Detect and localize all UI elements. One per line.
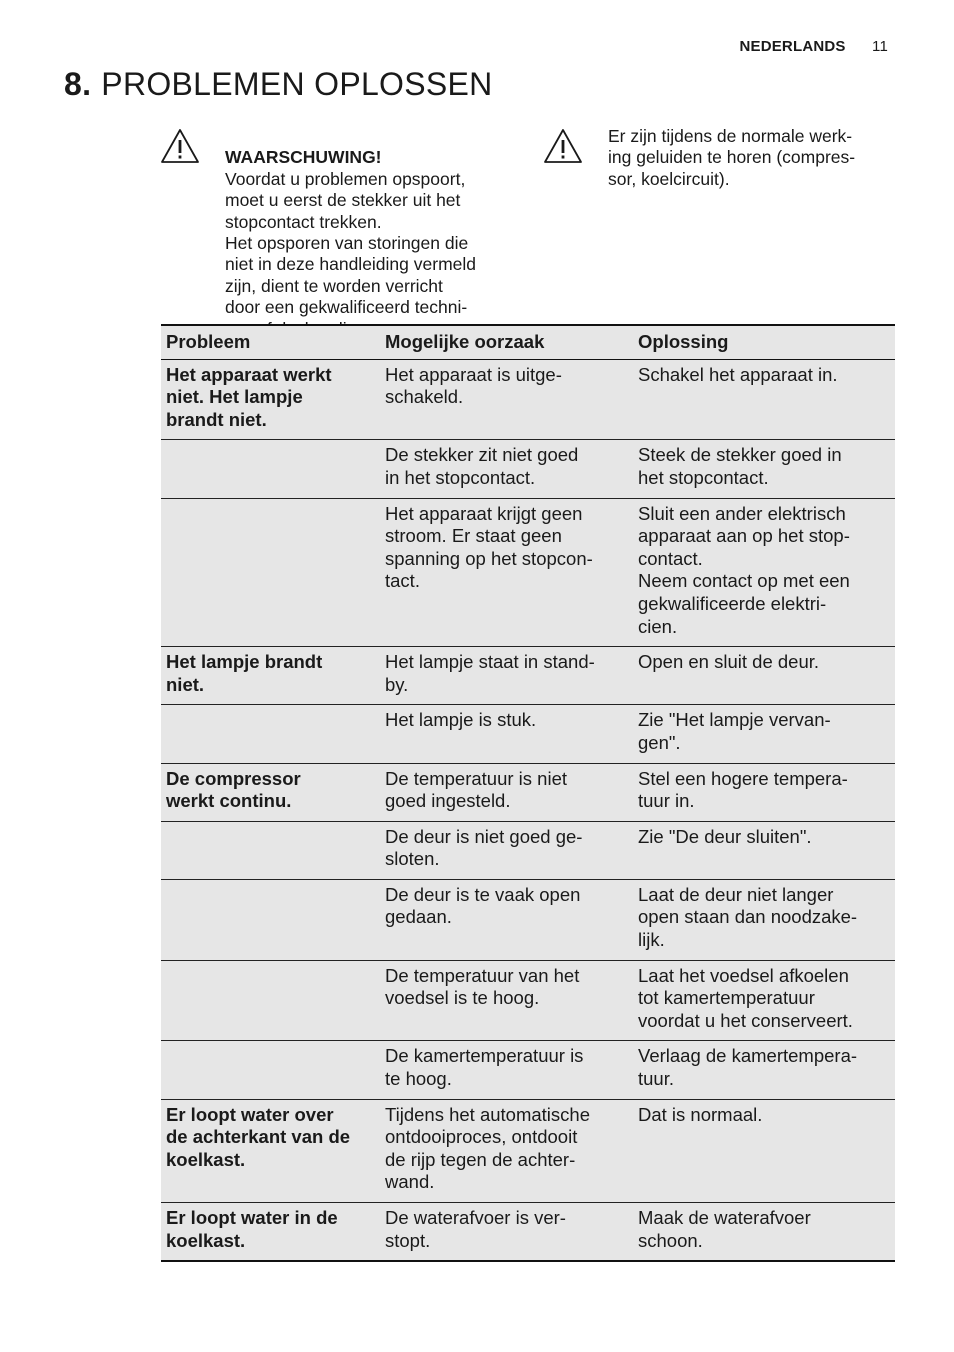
section-title-text: PROBLEMEN OPLOSSEN (101, 66, 493, 102)
warning-triangle-icon (160, 128, 200, 164)
table-row (161, 440, 895, 498)
header-problem: Probleem (161, 325, 380, 359)
problem-cell: De compressor werkt continu. (161, 763, 380, 821)
solution-cell: Steek de stekker goed in het stopcontact. (633, 440, 895, 498)
solution-cell: Verlaag de kamertempera- tuur. (633, 1041, 895, 1099)
problem-cell: Het lampje brandt niet. (161, 647, 380, 705)
table-row (161, 960, 895, 1041)
section-number: 8. (64, 66, 92, 102)
table-row (161, 1041, 895, 1099)
cause-cell: De temperatuur van het voedsel is te hoog. (380, 960, 633, 1041)
problem-cell: Het apparaat werkt niet. Het lampje brandt niet. (161, 359, 380, 440)
solution-cell: Dat is normaal. (633, 1099, 895, 1202)
table-row (161, 763, 895, 821)
solution-cell: Stel een hogere tempera- tuur in. (633, 763, 895, 821)
page-header (739, 38, 888, 55)
cause-cell: Het apparaat krijgt geen stroom. Er staat geen spanning op het stopcon- tact. (380, 498, 633, 647)
problem-cell: Er loopt water over de achterkant van de koelkast. (161, 1099, 380, 1202)
table-row (161, 1099, 895, 1202)
warning-triangle-icon (543, 128, 583, 164)
solution-cell: Laat het voedsel afkoelen tot kamertemperatuur voordat u het conserveert. (633, 960, 895, 1041)
table-row (161, 359, 895, 440)
problem-cell (161, 498, 380, 647)
cause-cell: Het apparaat is uitge- schakeld. (380, 359, 633, 440)
cause-cell: De temperatuur is niet goed ingesteld. (380, 763, 633, 821)
language-label: NEDERLANDS (739, 38, 846, 55)
problem-cell (161, 1041, 380, 1099)
solution-cell: Zie "Het lampje vervan- gen". (633, 705, 895, 763)
problem-cell: Er loopt water in de koelkast. (161, 1203, 380, 1262)
problem-cell (161, 705, 380, 763)
cause-cell: De stekker zit niet goed in het stopcontact. (380, 440, 633, 498)
problem-cell (161, 960, 380, 1041)
problem-cell (161, 440, 380, 498)
cause-cell: De deur is te vaak open gedaan. (380, 879, 633, 960)
cause-cell: De waterafvoer is ver- stopt. (380, 1203, 633, 1262)
warning-text-block (225, 126, 530, 340)
cause-cell: Het lampje is stuk. (380, 705, 633, 763)
table-header-row (161, 325, 895, 359)
solution-cell: Sluit een ander elektrisch apparaat aan op het stop- contact. Neem contact op met een gekwalificeerde elektri- cien. (633, 498, 895, 647)
header-cause: Mogelijke oorzaak (380, 325, 633, 359)
table-row (161, 647, 895, 705)
problem-cell (161, 879, 380, 960)
info-note-text: Er zijn tijdens de normale werk- ing geluiden te horen (compres- sor, koelcircuit). (608, 126, 856, 189)
cause-cell: De kamertemperatuur is te hoog. (380, 1041, 633, 1099)
info-note (543, 126, 898, 190)
solution-cell: Zie "De deur sluiten". (633, 821, 895, 879)
solution-cell: Open en sluit de deur. (633, 647, 895, 705)
table-row (161, 821, 895, 879)
warning-text: Voordat u problemen opspoort, moet u eerst de stekker uit het stopcontact trekken. Het opsporen van storingen die niet in deze handleiding vermeld zijn, dient te worden verricht door een gekwalificeerd techni- (225, 168, 476, 318)
warning-heading: WAARSCHUWING! (225, 147, 382, 168)
section-title (64, 66, 493, 103)
cause-cell: Tijdens het automatische ontdooiproces, ontdooit de rijp tegen de achter- wand. (380, 1099, 633, 1202)
header-solution: Oplossing (633, 325, 895, 359)
page-number: 11 (872, 38, 888, 55)
solution-cell: Laat de deur niet langer open staan dan noodzake- lijk. (633, 879, 895, 960)
warning-note (160, 126, 530, 340)
troubleshooting-table (161, 324, 895, 1262)
solution-cell: Schakel het apparaat in. (633, 359, 895, 440)
problem-cell (161, 821, 380, 879)
table-row (161, 498, 895, 647)
table-row (161, 1203, 895, 1262)
table-row (161, 705, 895, 763)
table-row (161, 879, 895, 960)
cause-cell: Het lampje staat in stand- by. (380, 647, 633, 705)
solution-cell: Maak de waterafvoer schoon. (633, 1203, 895, 1262)
cause-cell: De deur is niet goed ge- sloten. (380, 821, 633, 879)
